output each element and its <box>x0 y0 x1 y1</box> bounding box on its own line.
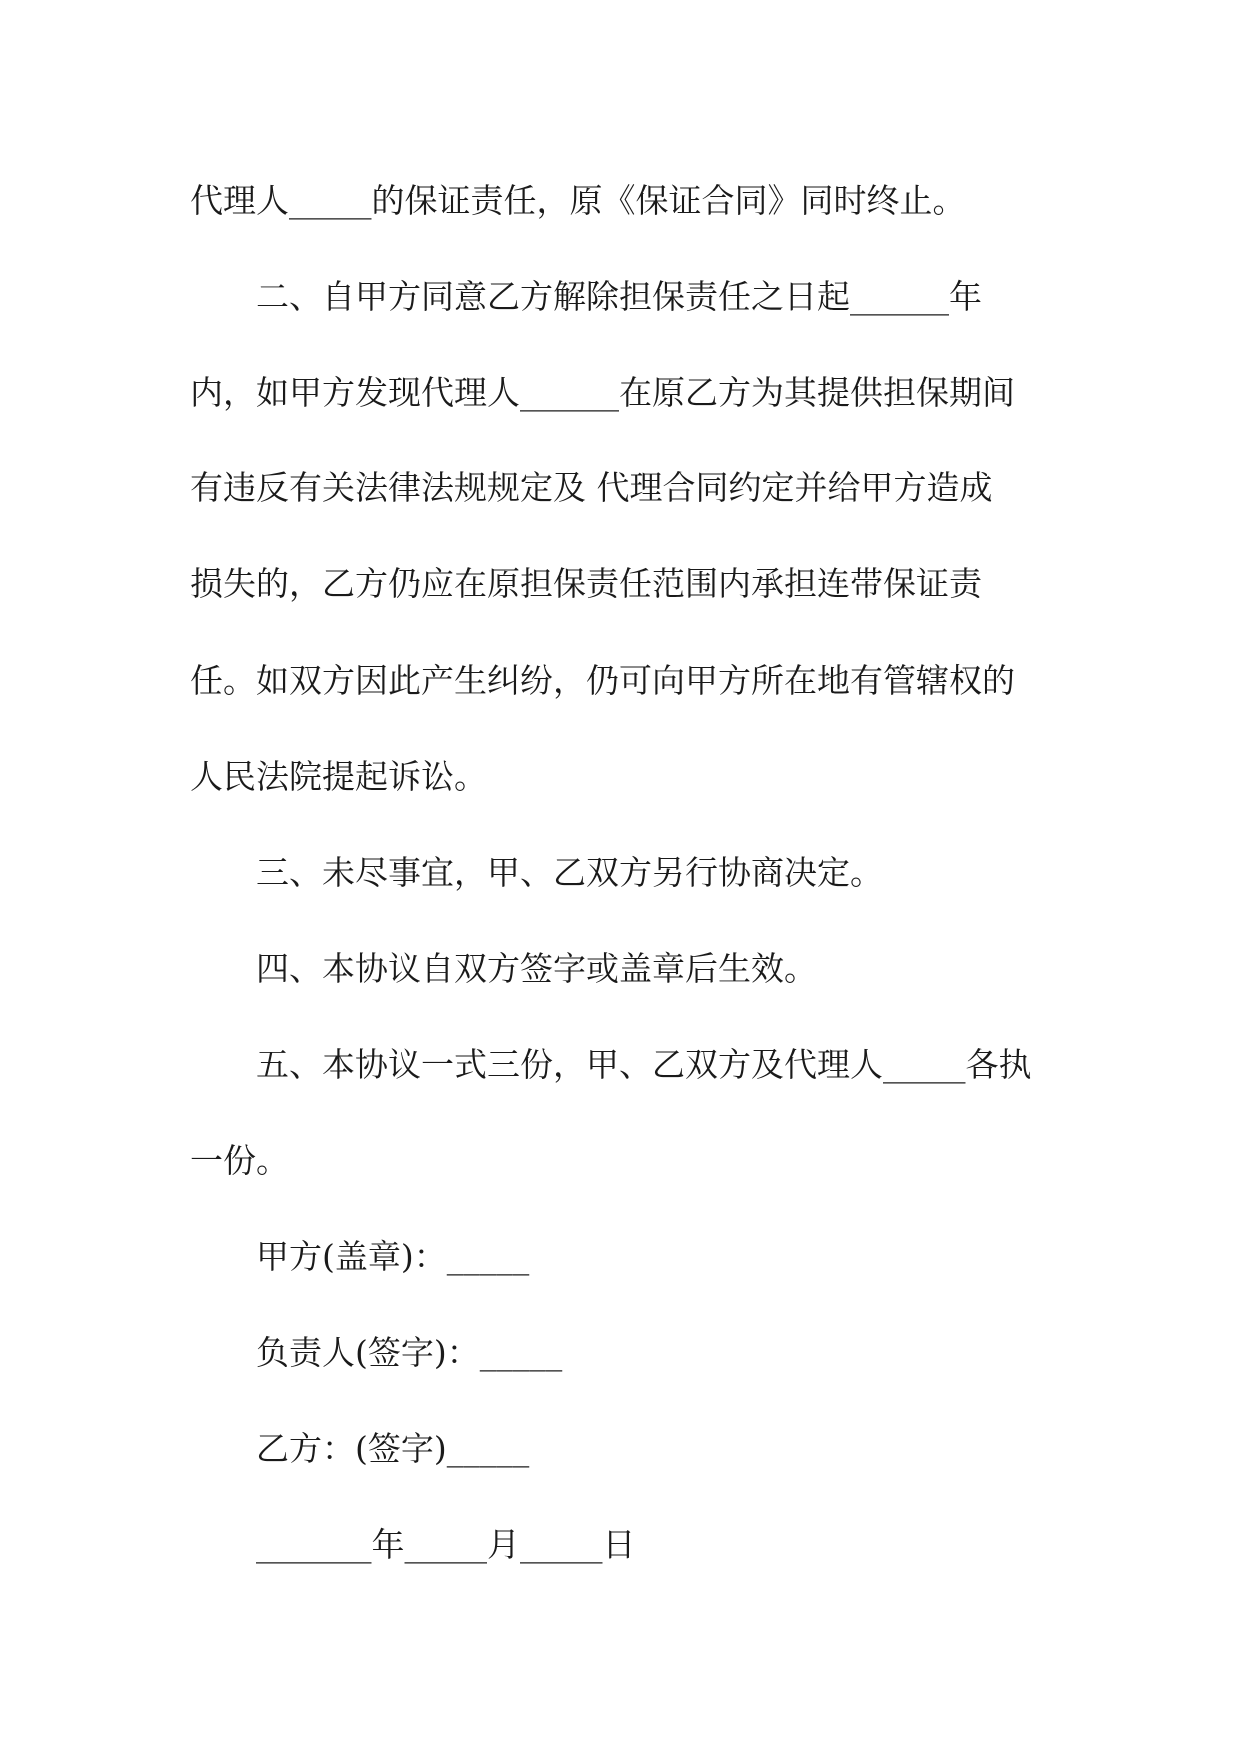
clause-five-line-2: 一份。 <box>190 1141 289 1180</box>
party-a-seal-field: 甲方(盖章)：_____ <box>256 1237 530 1276</box>
date-field: _______年_____月_____日 <box>256 1525 636 1564</box>
party-b-signature-field: 乙方：(签字)_____ <box>256 1429 530 1468</box>
responsible-person-signature-field: 负责人(签字)：_____ <box>256 1333 563 1372</box>
clause-two-line-5: 任。如双方因此产生纠纷，仍可向甲方所在地有管辖权的 <box>190 661 1015 700</box>
text-line-1: 代理人_____的保证责任，原《保证合同》同时终止。 <box>190 181 966 220</box>
clause-two-line-4: 损失的，乙方仍应在原担保责任范围内承担连带保证责 <box>190 564 982 603</box>
clause-two-line-3: 有违反有关法律法规规定及 代理合同约定并给甲方造成 <box>190 468 993 507</box>
clause-four: 四、本协议自双方签字或盖章后生效。 <box>256 949 817 988</box>
clause-two-line-6: 人民法院提起诉讼。 <box>190 757 487 796</box>
clause-three: 三、未尽事宜，甲、乙双方另行协商决定。 <box>256 853 883 892</box>
clause-two-line-1: 二、自甲方同意乙方解除担保责任之日起______年 <box>256 277 982 316</box>
clause-two-line-2: 内，如甲方发现代理人______在原乙方为其提供担保期间 <box>190 373 1015 412</box>
clause-five-line-1: 五、本协议一式三份，甲、乙双方及代理人_____各执 <box>256 1045 1032 1084</box>
